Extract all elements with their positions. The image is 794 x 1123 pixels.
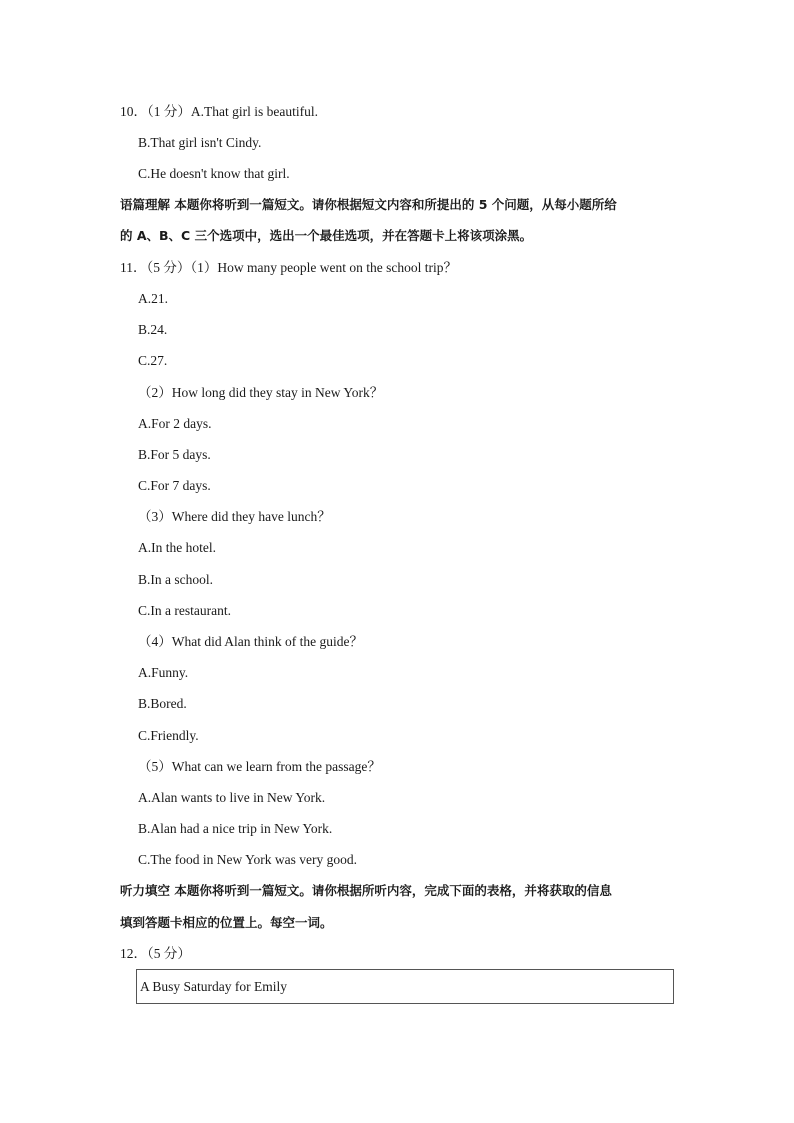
listening-instruction-line1: 听力填空 本题你将听到一篇短文。请你根据所听内容，完成下面的表格，并将获取的信息 [120,883,612,898]
reading-instruction-line1: 语篇理解 本题你将听到一篇短文。请你根据短文内容和所提出的 5 个问题，从每小题所给 [120,197,617,212]
q10-stem: 10．（1 分）A.That girl is beautiful. [120,104,318,119]
q11-5-stem: （5）What can we learn from the passage？ [138,759,381,774]
q11-2-option-b: B.For 5 days. [138,447,211,462]
q11-2-stem: （2）How long did they stay in New York？ [138,385,384,400]
q11-5-option-c: C.The food in New York was very good. [138,852,357,867]
q11-1-option-b: B.24. [138,322,168,337]
q11-3-stem: （3）Where did they have lunch？ [138,509,331,524]
q11-4-option-c: C.Friendly. [138,728,199,743]
q11-stem: 11．（5 分）（1）How many people went on the school trip？ [120,260,457,275]
q11-1-option-c: C.27. [138,353,168,368]
q11-1-option-a: A.21. [138,291,168,306]
q11-4-option-b: B.Bored. [138,696,187,711]
q10-option-c: C.He doesn't know that girl. [138,166,290,181]
q11-2-option-a: A.For 2 days. [138,416,212,431]
q11-3-option-b: B.In a school. [138,572,213,587]
q11-3-option-a: A.In the hotel. [138,540,216,555]
q12-table [136,969,674,1004]
q11-4-stem: （4）What did Alan think of the guide？ [138,634,363,649]
q12-table-title: A Busy Saturday for Emily [140,979,287,994]
q12-stem: 12．（5 分） [120,946,191,961]
q11-2-option-c: C.For 7 days. [138,478,211,493]
q11-5-option-a: A.Alan wants to live in New York. [138,790,326,805]
reading-instruction-line2: 的 A、B、C 三个选项中，选出一个最佳选项，并在答题卡上将该项涂黑。 [120,228,533,243]
listening-instruction-line2: 填到答题卡相应的位置上。每空一词。 [120,915,333,930]
q11-4-option-a: A.Funny. [138,665,189,680]
q11-5-option-b: B.Alan had a nice trip in New York. [138,821,333,836]
q10-option-b: B.That girl isn't Cindy. [138,135,262,150]
q11-3-option-c: C.In a restaurant. [138,603,231,618]
